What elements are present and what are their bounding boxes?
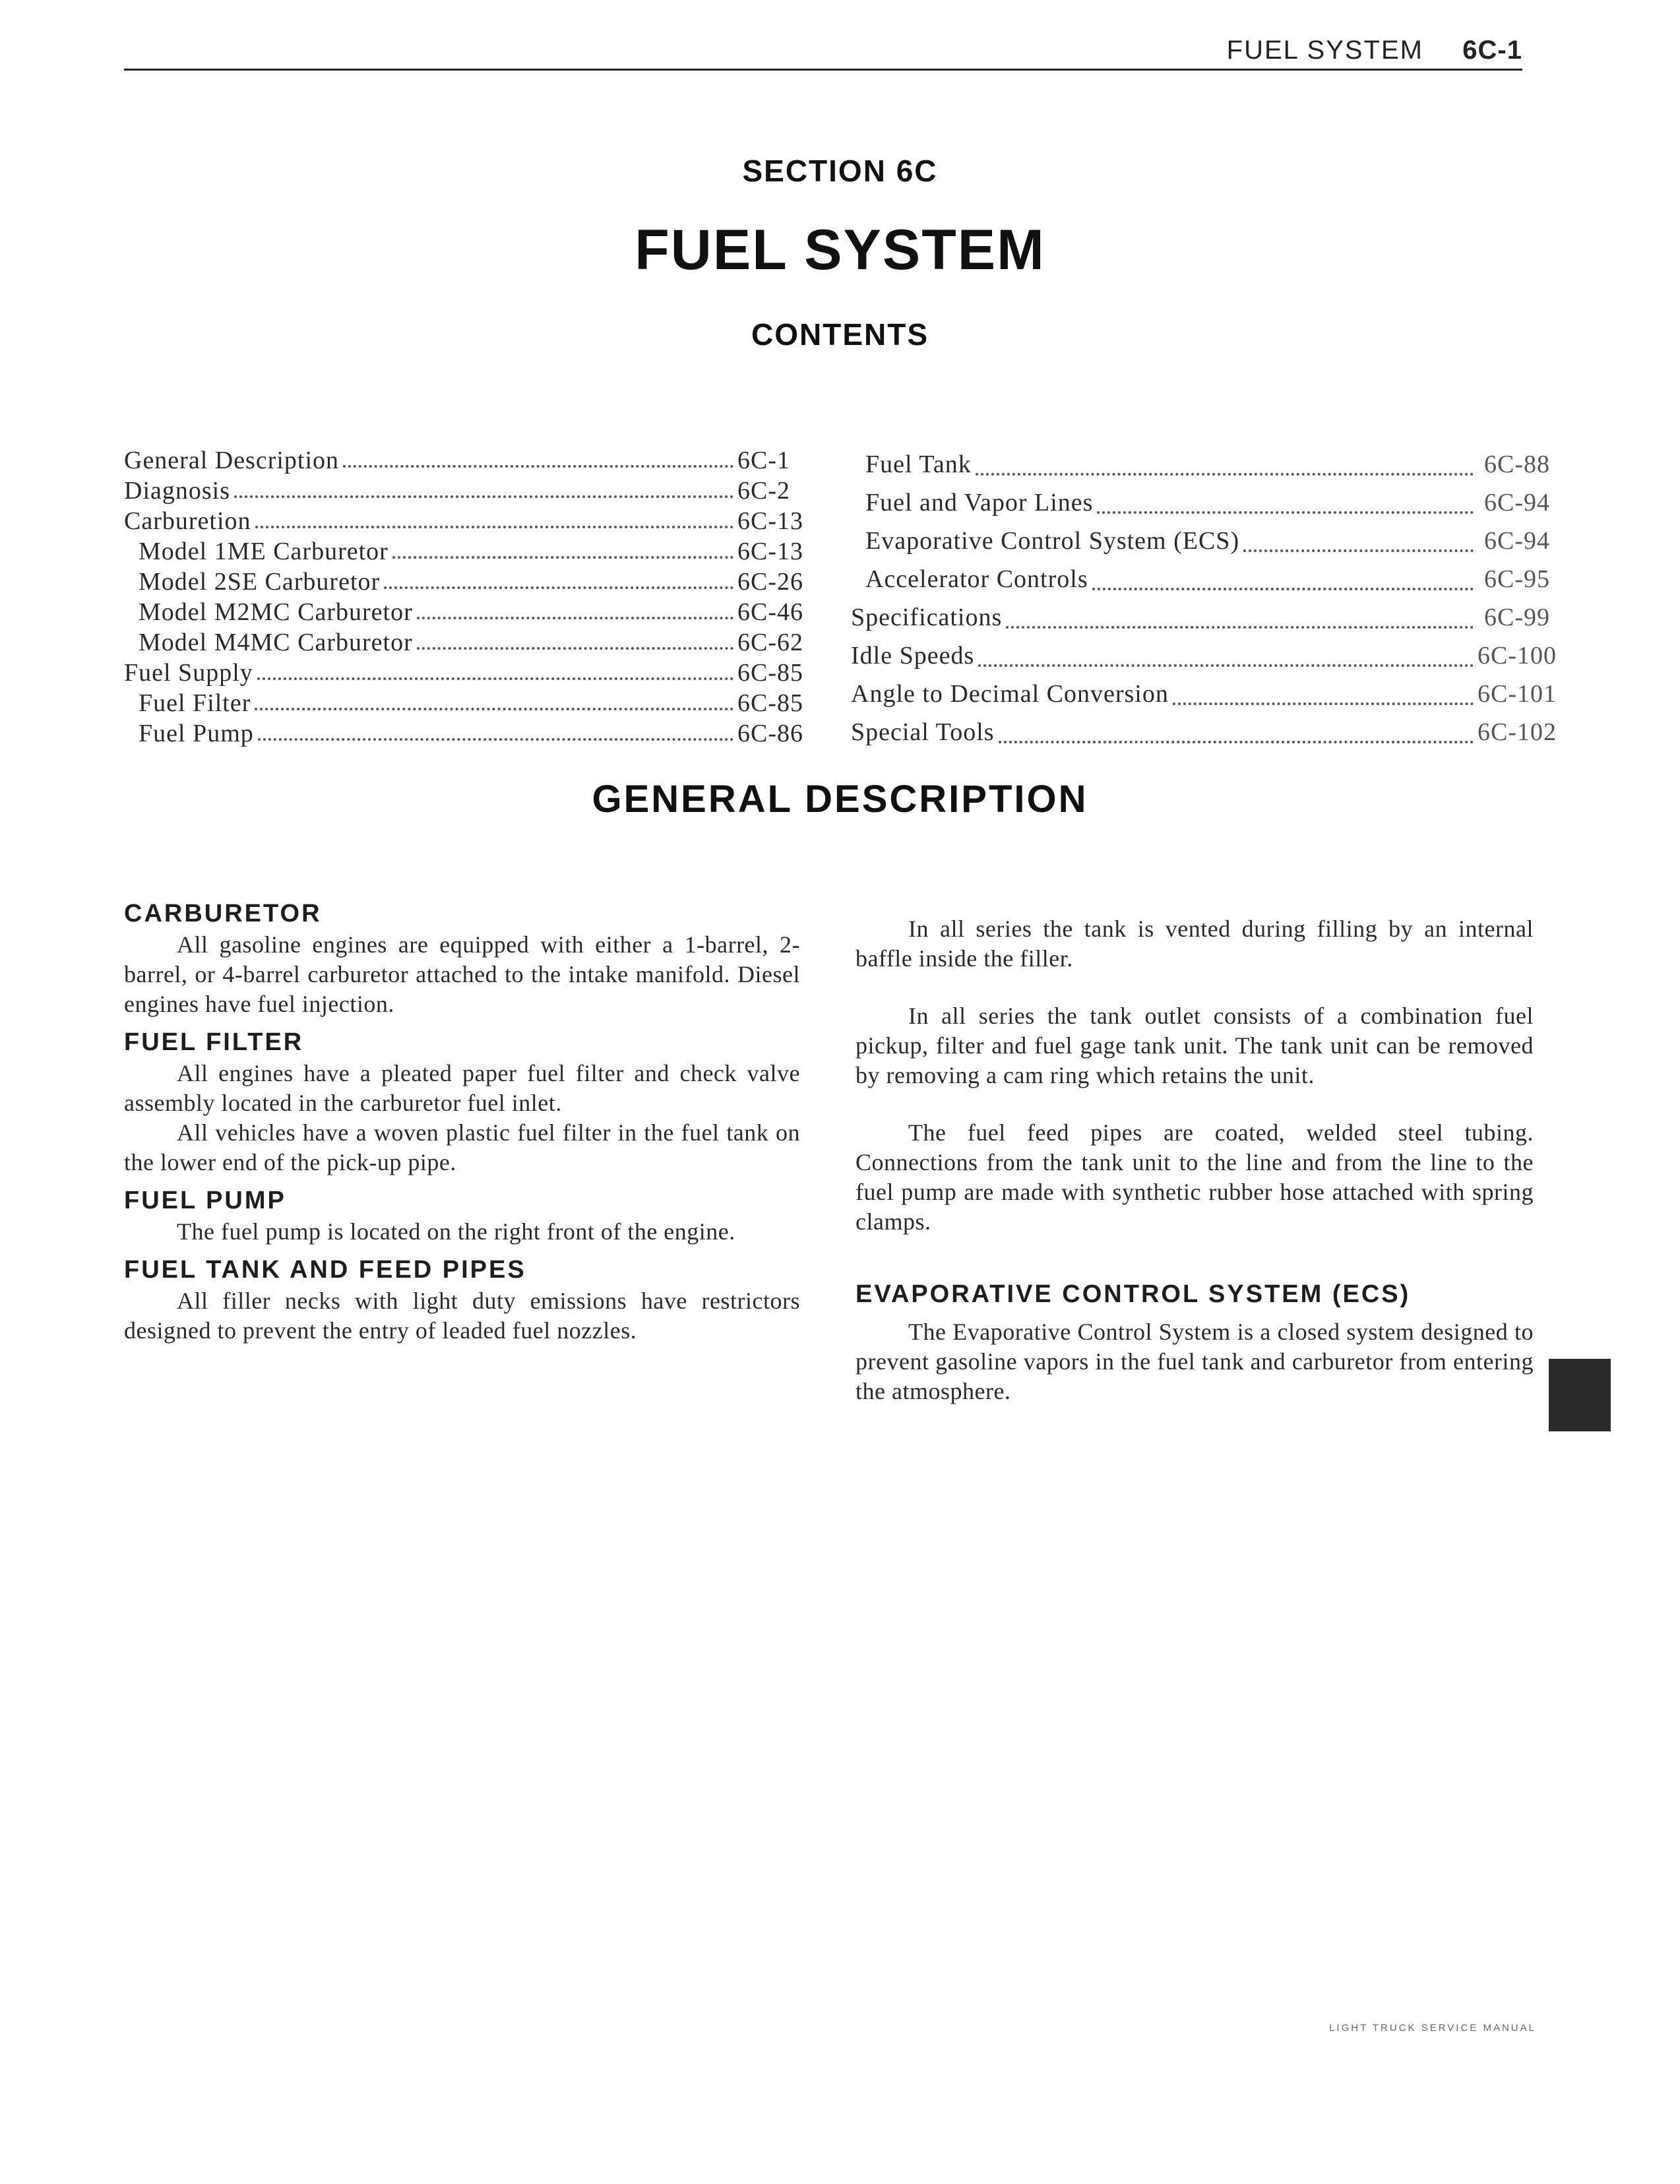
tank-vent-paragraph: In all series the tank is vented during filling by an internal baffle inside the filler. xyxy=(856,916,1534,972)
toc-entry-page: 6C-86 xyxy=(737,720,803,747)
toc-entry[interactable] xyxy=(124,567,803,597)
running-header xyxy=(124,34,1522,71)
toc-entry-title: Diagnosis xyxy=(124,477,230,505)
toc-leader-dots xyxy=(234,495,733,498)
section-thumb-tab xyxy=(1549,1359,1611,1431)
fuel-pump-paragraph: The fuel pump is located on the right front of the engine. xyxy=(177,1218,735,1245)
toc-entry-page: 6C-101 xyxy=(1478,680,1557,708)
toc-entry-title: Fuel Tank xyxy=(865,451,972,478)
toc-leader-dots xyxy=(1243,549,1474,552)
fuel-tank-heading: FUEL TANK AND FEED PIPES xyxy=(124,1256,526,1284)
toc-entry-title: Carburetion xyxy=(124,507,251,535)
toc-leader-dots xyxy=(417,617,733,619)
toc-entry-page: 6C-95 xyxy=(1484,565,1550,593)
toc-entry-page: 6C-102 xyxy=(1478,718,1557,746)
general-description-heading: GENERAL DESCRIPTION xyxy=(592,778,1088,821)
toc-entry[interactable] xyxy=(851,713,1557,751)
toc-entry[interactable] xyxy=(124,688,803,718)
toc-entry[interactable] xyxy=(124,506,803,536)
toc-entry-page: 6C-13 xyxy=(737,538,803,565)
toc-entry-page: 6C-100 xyxy=(1478,642,1557,670)
toc-entry[interactable] xyxy=(124,445,803,476)
toc-leader-dots xyxy=(258,738,733,741)
section-label: SECTION 6C xyxy=(742,154,938,188)
fuel-filter-paragraph-2: All vehicles have a woven plastic fuel filter in the fuel tank on the lower end of the pick-up pipe. xyxy=(124,1119,800,1175)
fuel-pump-heading: FUEL PUMP xyxy=(124,1187,286,1214)
toc-entry-page: 6C-85 xyxy=(737,659,803,687)
toc-leader-dots xyxy=(257,677,733,680)
toc-entry-title: Accelerator Controls xyxy=(865,565,1088,593)
toc-entry-title: Model 2SE Carburetor xyxy=(139,568,381,596)
toc-entry[interactable] xyxy=(851,560,1550,598)
ecs-heading: EVAPORATIVE CONTROL SYSTEM (ECS) xyxy=(856,1280,1411,1308)
toc-entry-page: 6C-94 xyxy=(1484,527,1550,555)
toc-entry-title: Fuel Supply xyxy=(124,659,253,687)
toc-leader-dots xyxy=(392,556,733,559)
toc-entry[interactable] xyxy=(851,484,1550,522)
toc-left-column xyxy=(124,445,803,749)
toc-entry-title: Model 1ME Carburetor xyxy=(139,538,389,565)
toc-entry-title: Specifications xyxy=(851,604,1003,631)
fuel-filter-heading: FUEL FILTER xyxy=(124,1028,304,1056)
body-right-column xyxy=(856,914,1534,1406)
toc-leader-dots xyxy=(1173,702,1474,705)
toc-entry-title: Model M4MC Carburetor xyxy=(139,629,413,656)
toc-entry-page: 6C-88 xyxy=(1484,451,1550,478)
toc-leader-dots xyxy=(255,708,733,710)
toc-entry[interactable] xyxy=(851,637,1557,675)
contents-heading: CONTENTS xyxy=(751,317,929,352)
toc-entry[interactable] xyxy=(124,597,803,627)
running-header-title: FUEL SYSTEM xyxy=(1226,36,1423,65)
toc-entry[interactable] xyxy=(124,536,803,567)
toc-entry[interactable] xyxy=(124,476,803,506)
toc-entry-page: 6C-62 xyxy=(737,629,803,656)
toc-right-column xyxy=(851,445,1557,751)
toc-entry-page: 6C-46 xyxy=(737,598,803,626)
toc-leader-dots xyxy=(417,647,733,650)
toc-entry-page: 6C-85 xyxy=(737,689,803,717)
toc-entry-title: Fuel Filter xyxy=(139,689,251,717)
toc-entry-title: General Description xyxy=(124,447,340,474)
running-header-page-number: 6C-1 xyxy=(1462,36,1522,65)
toc-entry-title: Model M2MC Carburetor xyxy=(139,598,413,626)
toc-entry-title: Fuel and Vapor Lines xyxy=(865,489,1094,516)
toc-entry[interactable] xyxy=(851,598,1550,637)
toc-leader-dots xyxy=(1092,588,1474,590)
toc-entry-page: 6C-94 xyxy=(1484,489,1550,516)
toc-leader-dots xyxy=(999,741,1474,743)
toc-leader-dots xyxy=(343,465,733,468)
section-title: FUEL SYSTEM xyxy=(635,218,1045,282)
toc-entry-title: Evaporative Control System (ECS) xyxy=(865,527,1240,555)
toc-entry[interactable] xyxy=(124,718,803,749)
toc-entry-title: Fuel Pump xyxy=(139,720,254,747)
toc-entry-page: 6C-1 xyxy=(737,447,790,474)
toc-entry[interactable] xyxy=(851,675,1557,713)
tank-outlet-paragraph: In all series the tank outlet consists of a combination fuel pickup, filter and fuel gage tank unit. The tank unit can be removed by removing a cam ring which retains the unit. xyxy=(856,1003,1534,1088)
toc-leader-dots xyxy=(978,664,1474,667)
toc-entry-title: Special Tools xyxy=(851,718,995,746)
fuel-tank-paragraph: All filler necks with light duty emissions have restrictors designed to prevent the entry of leaded fuel nozzles. xyxy=(124,1288,800,1344)
toc-entry-page: 6C-26 xyxy=(737,568,803,596)
toc-entry[interactable] xyxy=(851,522,1550,560)
toc-entry[interactable] xyxy=(851,445,1550,484)
toc-entry-title: Idle Speeds xyxy=(851,642,975,670)
toc-entry-title: Angle to Decimal Conversion xyxy=(851,680,1169,708)
toc-entry[interactable] xyxy=(124,658,803,688)
toc-entry-page: 6C-2 xyxy=(737,477,790,505)
toc-leader-dots xyxy=(976,473,1474,476)
toc-leader-dots xyxy=(1006,626,1474,629)
carburetor-heading: CARBURETOR xyxy=(124,900,322,927)
toc-entry[interactable] xyxy=(124,627,803,658)
toc-leader-dots xyxy=(1097,511,1474,514)
feed-pipes-paragraph: The fuel feed pipes are coated, welded steel tubing. Connections from the tank unit to the line and from the line to the fuel pump are made with synthetic rubber hose attached with spring clamps. xyxy=(856,1119,1534,1235)
ecs-paragraph: The Evaporative Control System is a closed system designed to prevent gasoline vapors in the fuel tank and carburetor from entering the atmosphere. xyxy=(856,1319,1534,1404)
fuel-filter-paragraph-1: All engines have a pleated paper fuel filter and check valve assembly located in the carburetor fuel inlet. xyxy=(124,1060,800,1116)
toc-leader-dots xyxy=(384,586,733,589)
body-left-column xyxy=(124,897,800,1346)
toc-entry-page: 6C-13 xyxy=(737,507,803,535)
footer-imprint: LIGHT TRUCK SERVICE MANUAL xyxy=(1329,2022,1536,2034)
carburetor-paragraph: All gasoline engines are equipped with either a 1-barrel, 2-barrel, or 4-barrel carburetor attached to the intake manifold. Diesel engines have fuel injection. xyxy=(124,931,800,1017)
toc-leader-dots xyxy=(255,526,733,528)
toc-entry-page: 6C-99 xyxy=(1484,604,1550,631)
